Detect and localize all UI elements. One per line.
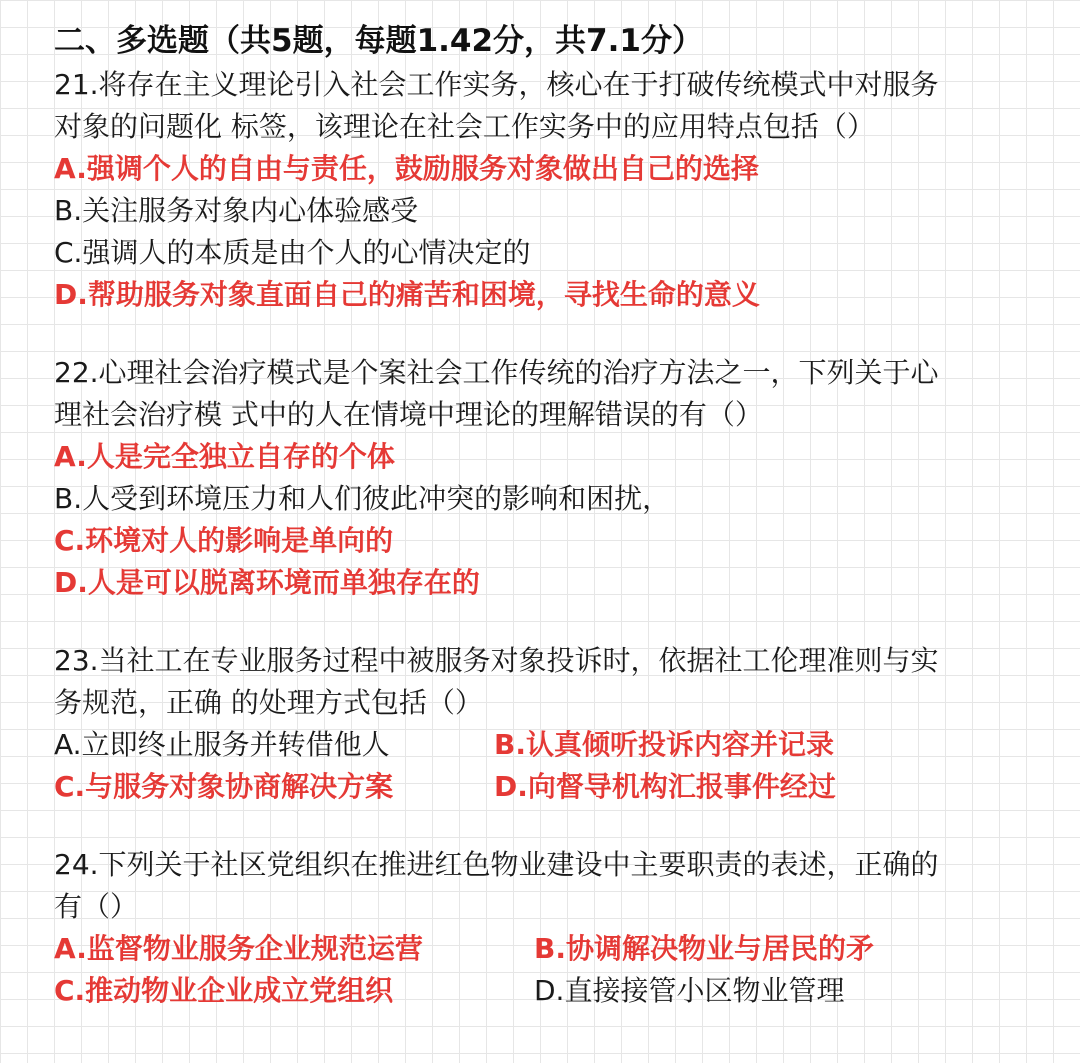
question-24-option-b: B.协调解决物业与居民的矛 <box>534 932 874 965</box>
question-22-option-b: B.人受到环境压力和人们彼此冲突的影响和困扰， <box>54 482 671 515</box>
question-22-stem-line2: 理社会治疗模 式中的人在情境中理论的理解错误的有（） <box>54 398 763 431</box>
question-24-options-row1 <box>54 928 1050 970</box>
question-23-option-c: C.与服务对象协商解决方案 <box>54 770 394 803</box>
question-23-stem-line1: 23.当社工在专业服务过程中被服务对象投诉时，依据社工伦理准则与实 <box>54 644 939 677</box>
question-23-option-a: A.立即终止服务并转借他人 <box>54 728 390 761</box>
question-24-option-c: C.推动物业企业成立党组织 <box>54 974 394 1007</box>
question-21-option-d: D.帮助服务对象直面自己的痛苦和困境，寻找生命的意义 <box>54 278 760 311</box>
question-24-option-a: A.监督物业服务企业规范运营 <box>54 932 423 965</box>
question-24 <box>54 844 1050 1012</box>
spacer <box>54 316 1050 352</box>
question-22-option-a: A.人是完全独立自存的个体 <box>54 440 395 473</box>
question-22 <box>54 352 1050 604</box>
spacer <box>54 604 1050 640</box>
question-23-option-b: B.认真倾听投诉内容并记录 <box>494 728 834 761</box>
question-23-options-row2 <box>54 766 1050 808</box>
question-24-stem-line1: 24.下列关于社区党组织在推进红色物业建设中主要职责的表述，正确的 <box>54 848 939 881</box>
question-21-option-b: B.关注服务对象内心体验感受 <box>54 194 419 227</box>
question-23-option-d: D.向督导机构汇报事件经过 <box>494 770 836 803</box>
spacer <box>54 808 1050 844</box>
question-22-option-d: D.人是可以脱离环境而单独存在的 <box>54 566 480 599</box>
question-21-stem-line1: 21.将存在主义理论引入社会工作实务，核心在于打破传统模式中对服务 <box>54 68 939 101</box>
question-21-option-a: A.强调个人的自由与责任，鼓励服务对象做出自己的选择 <box>54 152 759 185</box>
question-22-option-c: C.环境对人的影响是单向的 <box>54 524 394 557</box>
question-23 <box>54 640 1050 808</box>
question-21-option-c: C.强调人的本质是由个人的心情决定的 <box>54 236 531 269</box>
section-title: 二、多选题（共5题，每题1.42分，共7.1分） <box>54 23 703 59</box>
question-23-options-row1 <box>54 724 1050 766</box>
question-24-stem-line2: 有（） <box>54 890 139 923</box>
question-24-options-row2 <box>54 970 1050 1012</box>
question-21-stem-line2: 对象的问题化 标签，该理论在社会工作实务中的应用特点包括（） <box>54 110 875 143</box>
question-21 <box>54 64 1050 316</box>
question-24-option-d: D.直接接管小区物业管理 <box>534 974 845 1007</box>
question-23-stem-line2: 务规范，正确 的处理方式包括（） <box>54 686 483 719</box>
question-22-stem-line1: 22.心理社会治疗模式是个案社会工作传统的治疗方法之一，下列关于心 <box>54 356 939 389</box>
